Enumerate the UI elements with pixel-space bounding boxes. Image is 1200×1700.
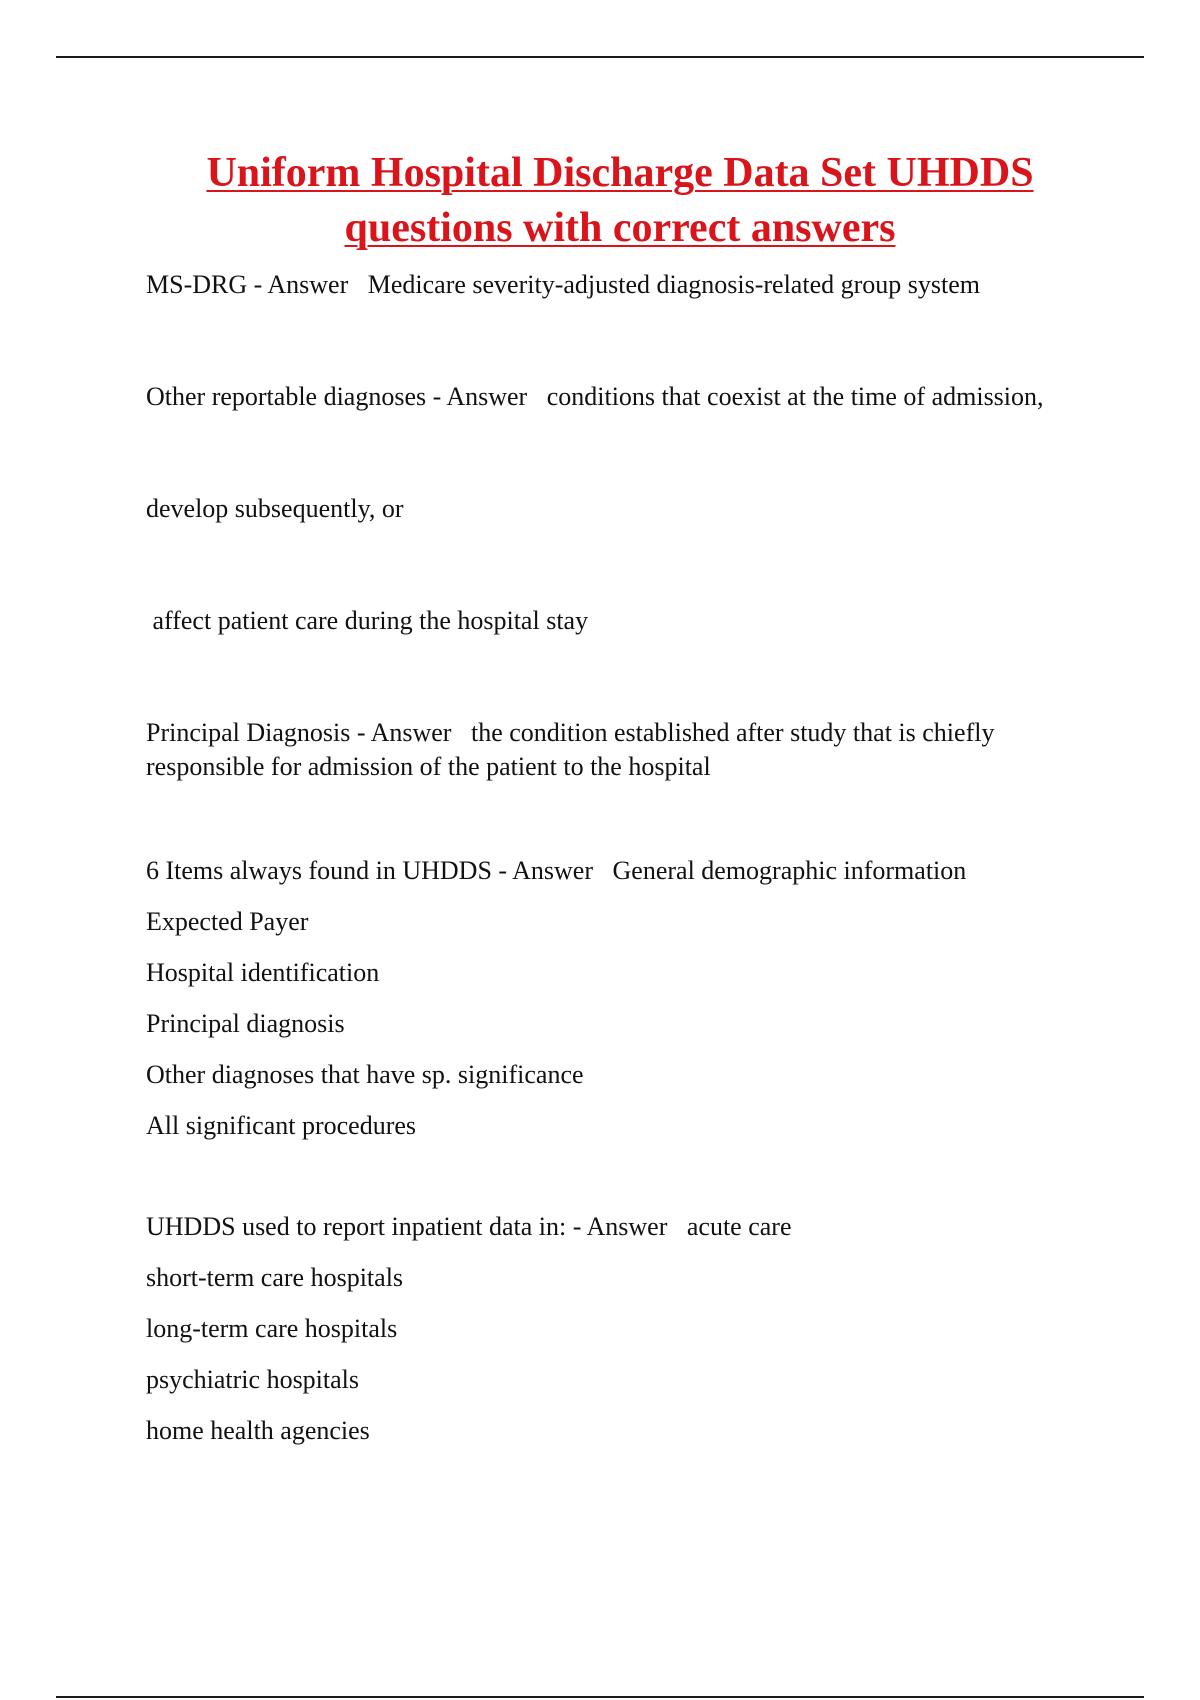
list-item: Hospital identification: [146, 958, 380, 987]
document-title: [100, 146, 1140, 256]
qa-content: [146, 268, 1086, 1465]
list-item: Principal diagnosis: [146, 1009, 345, 1038]
qa-item-principal-diagnosis: [146, 716, 1086, 784]
list-item: psychiatric hospitals: [146, 1365, 360, 1394]
qa-item-six-items-uhdds: [146, 854, 1086, 905]
list-item: All significant procedures: [146, 1111, 417, 1140]
bottom-rule: [56, 1696, 1144, 1698]
answer-text: acute care: [686, 1212, 792, 1241]
answer-continuation: develop subsequently, or: [146, 494, 404, 523]
list-item: Expected Payer: [146, 907, 309, 936]
qa-item-uhdds-used-for: [146, 1210, 1086, 1261]
question-text: 6 Items always found in UHDDS - Answer: [146, 856, 594, 885]
title-line-2: questions with correct answers: [344, 205, 896, 251]
qa-item-other-reportable-diagnoses: [146, 380, 1086, 414]
list-item: home health agencies: [146, 1416, 370, 1445]
list-item: short-term care hospitals: [146, 1263, 404, 1292]
top-rule: [56, 56, 1144, 58]
answer-text: conditions that coexist at the time of admission,: [546, 382, 1044, 411]
answer-text: General demographic information: [612, 856, 967, 885]
qa-item-ms-drg: [146, 268, 1086, 302]
answer-text: Medicare severity-adjusted diagnosis-related group system: [367, 270, 980, 299]
question-text: MS-DRG - Answer: [146, 270, 349, 299]
question-text: Principal Diagnosis - Answer: [146, 718, 452, 747]
title-line-1: Uniform Hospital Discharge Data Set UHDDS: [206, 150, 1034, 196]
list-item: long-term care hospitals: [146, 1314, 398, 1343]
question-text: UHDDS used to report inpatient data in: - Answer: [146, 1212, 668, 1241]
answer-text: the condition established after study that is chiefly responsible for admission of the patient to the hospital: [146, 718, 995, 781]
answer-continuation: affect patient care during the hospital stay: [146, 606, 589, 635]
list-item: Other diagnoses that have sp. significance: [146, 1060, 584, 1089]
question-text: Other reportable diagnoses - Answer: [146, 382, 528, 411]
